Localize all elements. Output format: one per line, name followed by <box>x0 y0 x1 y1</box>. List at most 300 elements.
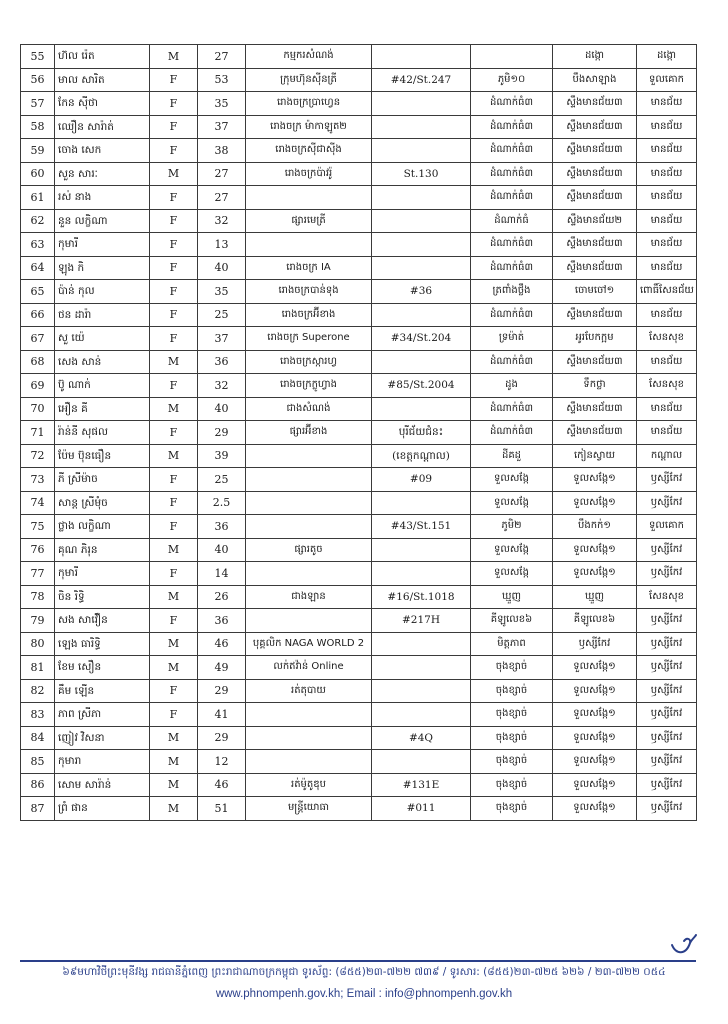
age-cell: 13 <box>198 233 246 257</box>
khan-cell: មានជ័យ <box>637 397 697 421</box>
address-cell <box>372 656 471 680</box>
age-cell: 35 <box>198 92 246 116</box>
age-cell: 37 <box>198 327 246 351</box>
table-row <box>21 92 697 116</box>
village-cell: គីឡូលេខ៦ <box>471 609 553 633</box>
sex-cell: F <box>150 491 198 515</box>
village-cell: ឃ្មួញ <box>471 585 553 609</box>
row-number: 71 <box>21 421 55 445</box>
row-number: 81 <box>21 656 55 680</box>
row-number: 85 <box>21 750 55 774</box>
name-cell: ភាព ស្រីភា <box>55 703 150 727</box>
sex-cell: M <box>150 797 198 821</box>
village-cell: ដំណាក់ធំ៣ <box>471 186 553 210</box>
row-number: 59 <box>21 139 55 163</box>
name-cell: សង សាវ៉ឿន <box>55 609 150 633</box>
sex-cell: M <box>150 726 198 750</box>
village-cell: ដំណាក់ធំ៣ <box>471 115 553 139</box>
table-row <box>21 609 697 633</box>
age-cell: 46 <box>198 773 246 797</box>
row-number: 56 <box>21 68 55 92</box>
name-cell: ចោង សេក <box>55 139 150 163</box>
row-number: 78 <box>21 585 55 609</box>
table-row <box>21 115 697 139</box>
table-row <box>21 139 697 163</box>
table-row <box>21 750 697 774</box>
sex-cell: F <box>150 609 198 633</box>
address-cell <box>372 350 471 374</box>
row-number: 57 <box>21 92 55 116</box>
khan-cell: ឫស្សីកែវ <box>637 609 697 633</box>
sangkat-cell: ទួលសង្កែ១ <box>553 656 637 680</box>
sangkat-cell: ស្ទឹងមានជ័យ៣ <box>553 92 637 116</box>
sangkat-cell: ទួលសង្កែ១ <box>553 703 637 727</box>
age-cell: 36 <box>198 515 246 539</box>
row-number: 68 <box>21 350 55 374</box>
khan-cell: ឫស្សីកែវ <box>637 726 697 750</box>
name-cell: សាន្ត ស្រីមុំច <box>55 491 150 515</box>
name-cell: នួន លក្ខិណា <box>55 209 150 233</box>
sex-cell: M <box>150 397 198 421</box>
sex-cell: M <box>150 773 198 797</box>
row-number: 70 <box>21 397 55 421</box>
occupation-cell: រោងចក្រអ៊ីខាង <box>246 303 372 327</box>
sex-cell: F <box>150 562 198 586</box>
occupation-cell: ក្រុមហ៊ុនស៊ីនត្រី <box>246 68 372 92</box>
occupation-cell <box>246 703 372 727</box>
name-cell: កុមារី <box>55 233 150 257</box>
khan-cell: សែនសុខ <box>637 585 697 609</box>
occupation-cell: រត់ម៉ូតូឌុប <box>246 773 372 797</box>
table-row <box>21 679 697 703</box>
row-number: 73 <box>21 468 55 492</box>
khan-cell: កណ្តាល <box>637 444 697 468</box>
address-cell: #43/St.151 <box>372 515 471 539</box>
village-cell: ទួលសង្កែ <box>471 538 553 562</box>
sangkat-cell: ស្ទឹងមានជ័យ៣ <box>553 115 637 139</box>
khan-cell: ឫស្សីកែវ <box>637 703 697 727</box>
row-number: 75 <box>21 515 55 539</box>
address-cell: (ខេត្តកណ្តាល) <box>372 444 471 468</box>
khan-cell: សែនសុខ <box>637 327 697 351</box>
village-cell: ចុងខ្សាច់ <box>471 656 553 680</box>
occupation-cell: រោងចក្រ Superone <box>246 327 372 351</box>
sex-cell: F <box>150 679 198 703</box>
row-number: 79 <box>21 609 55 633</box>
name-cell: ថន ដារ៉ា <box>55 303 150 327</box>
village-cell: ភូមិ១០ <box>471 68 553 92</box>
sangkat-cell: ស្ទឹងមានជ័យ៣ <box>553 256 637 280</box>
village-cell: ដំណាក់ធំ៣ <box>471 421 553 445</box>
address-cell <box>372 750 471 774</box>
address-cell: #131E <box>372 773 471 797</box>
age-cell: 26 <box>198 585 246 609</box>
sex-cell: M <box>150 444 198 468</box>
khan-cell: ឫស្សីកែវ <box>637 468 697 492</box>
age-cell: 32 <box>198 209 246 233</box>
address-cell: #09 <box>372 468 471 492</box>
sangkat-cell: ឫស្សីកែវ <box>553 632 637 656</box>
address-cell: #34/St.204 <box>372 327 471 351</box>
row-number: 61 <box>21 186 55 210</box>
sangkat-cell: ស្ទឹងមានជ័យ៣ <box>553 233 637 257</box>
occupation-cell: ផ្សារមេត្រី <box>246 209 372 233</box>
khan-cell: មានជ័យ <box>637 186 697 210</box>
address-cell: #36 <box>372 280 471 304</box>
row-number: 60 <box>21 162 55 186</box>
occupation-cell <box>246 233 372 257</box>
occupation-cell: ជាងឡាន <box>246 585 372 609</box>
khan-cell: មានជ័យ <box>637 233 697 257</box>
address-cell <box>372 45 471 69</box>
name-cell: ប៊ូ ណាក់ <box>55 374 150 398</box>
address-cell: #85/St.2004 <box>372 374 471 398</box>
name-cell: សេង សាន់ <box>55 350 150 374</box>
address-cell: #16/St.1018 <box>372 585 471 609</box>
village-cell: ភូមិ២ <box>471 515 553 539</box>
khan-cell: មានជ័យ <box>637 256 697 280</box>
occupation-cell: រោងចក្របាន់ទុង <box>246 280 372 304</box>
name-cell: ថ្លាង លក្ខិណា <box>55 515 150 539</box>
row-number: 76 <box>21 538 55 562</box>
row-number: 63 <box>21 233 55 257</box>
sex-cell: M <box>150 162 198 186</box>
village-cell: ដំណាក់ធំ៣ <box>471 256 553 280</box>
age-cell: 29 <box>198 679 246 703</box>
address-cell: #42/St.247 <box>372 68 471 92</box>
sangkat-cell: ស្ទឹងមានជ័យ៣ <box>553 397 637 421</box>
sangkat-cell: ចោមចៅ១ <box>553 280 637 304</box>
occupation-cell: ផ្សារអ៊ីខាង <box>246 421 372 445</box>
footer-address: ៦៩មហាវិថីព្រះមុនីវង្ស រាជធានីភ្នំពេញ ព្រះរាជាណាចក្រកម្ពុជា ទូរស័ព្ទ: (៨៥៥)២៣-៧២២ ៧៣៩ / ទូរសារ: (៨៥៥)២៣-៧២៥ ៦២៦ / ២៣-៧២២ ០៥៤ <box>62 966 666 978</box>
footer-divider <box>20 960 696 962</box>
age-cell: 40 <box>198 538 246 562</box>
sangkat-cell: ស្ទឹងមានជ័យ៣ <box>553 421 637 445</box>
village-cell: ដំណាក់ធំ៣ <box>471 92 553 116</box>
address-cell: បុរីជ័យជំនះ <box>372 421 471 445</box>
table-row <box>21 726 697 750</box>
row-number: 77 <box>21 562 55 586</box>
name-cell: ហ៊ល រ៉េត <box>55 45 150 69</box>
table-row <box>21 303 697 327</box>
sex-cell: F <box>150 139 198 163</box>
occupation-cell <box>246 750 372 774</box>
sex-cell: F <box>150 468 198 492</box>
address-cell: #4Q <box>372 726 471 750</box>
table-row <box>21 186 697 210</box>
age-cell: 32 <box>198 374 246 398</box>
khan-cell: ពោធិ៍សែនជ័យ <box>637 280 697 304</box>
name-cell: គឹម ឡើន <box>55 679 150 703</box>
age-cell: 41 <box>198 703 246 727</box>
sex-cell: M <box>150 585 198 609</box>
khan-cell: មានជ័យ <box>637 139 697 163</box>
occupation-cell: រោងចក្រស៊ីជាស៊ីង <box>246 139 372 163</box>
sex-cell: F <box>150 68 198 92</box>
address-cell <box>372 186 471 210</box>
sangkat-cell: បឹងសាឡាង <box>553 68 637 92</box>
sex-cell: F <box>150 280 198 304</box>
age-cell: 12 <box>198 750 246 774</box>
khan-cell: ឫស្សីកែវ <box>637 750 697 774</box>
address-cell <box>372 562 471 586</box>
sangkat-cell: អូរបែកក្អម <box>553 327 637 351</box>
name-cell: សួន សារៈ <box>55 162 150 186</box>
khan-cell: ឫស្សីកែវ <box>637 538 697 562</box>
village-cell: ដំណាក់ធំ៣ <box>471 350 553 374</box>
name-cell: ញៀវ វិសនា <box>55 726 150 750</box>
address-cell <box>372 115 471 139</box>
address-cell: St.130 <box>372 162 471 186</box>
address-cell: #011 <box>372 797 471 821</box>
village-cell: ចុងខ្សាច់ <box>471 750 553 774</box>
row-number: 87 <box>21 797 55 821</box>
occupation-cell: កម្មករសំណង់ <box>246 45 372 69</box>
village-cell: ទួលសង្កែ <box>471 562 553 586</box>
name-cell: សោម សារ៉ាន់ <box>55 773 150 797</box>
sangkat-cell: ទួលសង្កែ១ <box>553 750 637 774</box>
khan-cell: ទួលគោក <box>637 515 697 539</box>
name-cell: កែន ស៊ីថា <box>55 92 150 116</box>
age-cell: 36 <box>198 609 246 633</box>
row-number: 84 <box>21 726 55 750</box>
village-cell: ចុងខ្សាច់ <box>471 679 553 703</box>
address-cell <box>372 703 471 727</box>
village-cell: ដំណាក់ធំ <box>471 209 553 233</box>
age-cell: 38 <box>198 139 246 163</box>
sangkat-cell: ស្ទឹងមានជ័យ៣ <box>553 139 637 163</box>
name-cell: កុមារា <box>55 750 150 774</box>
occupation-cell: ជាងសំណង់ <box>246 397 372 421</box>
sangkat-cell: ស្ទឹងមានជ័យ៣ <box>553 303 637 327</box>
row-number: 72 <box>21 444 55 468</box>
age-cell: 25 <box>198 468 246 492</box>
sangkat-cell: ទួលសង្កែ១ <box>553 773 637 797</box>
name-cell: រ៉ាន់នី សុផល <box>55 421 150 445</box>
address-cell <box>372 538 471 562</box>
address-cell <box>372 491 471 515</box>
table-row <box>21 562 697 586</box>
sangkat-cell: ទួលសង្កែ១ <box>553 538 637 562</box>
table-row <box>21 162 697 186</box>
sex-cell: M <box>150 750 198 774</box>
footer-contact: www.phnompenh.gov.kh; Email : info@phnompenh.gov.kh <box>215 988 513 1000</box>
occupation-cell: បុគ្គលិក NAGA WORLD 2 <box>246 632 372 656</box>
address-cell <box>372 397 471 421</box>
name-cell: ភី ស្រីម៉ាច <box>55 468 150 492</box>
sex-cell: F <box>150 115 198 139</box>
name-cell: សួ យ៉េ <box>55 327 150 351</box>
khan-cell: ឫស្សីកែវ <box>637 632 697 656</box>
sex-cell: F <box>150 303 198 327</box>
khan-cell: ឫស្សីកែវ <box>637 562 697 586</box>
table-row <box>21 45 697 69</box>
age-cell: 25 <box>198 303 246 327</box>
khan-cell: មានជ័យ <box>637 303 697 327</box>
occupation-cell <box>246 468 372 492</box>
table-row <box>21 444 697 468</box>
khan-cell: ឫស្សីកែវ <box>637 679 697 703</box>
address-cell <box>372 632 471 656</box>
age-cell: 27 <box>198 162 246 186</box>
row-number: 66 <box>21 303 55 327</box>
occupation-cell <box>246 609 372 633</box>
age-cell: 29 <box>198 421 246 445</box>
village-cell: ចុងខ្សាច់ <box>471 797 553 821</box>
table-row <box>21 538 697 562</box>
village-cell: ដំណាក់ធំ៣ <box>471 303 553 327</box>
row-number: 55 <box>21 45 55 69</box>
age-cell: 40 <box>198 397 246 421</box>
row-number: 65 <box>21 280 55 304</box>
sangkat-cell: ទួលសង្កែ១ <box>553 562 637 586</box>
age-cell: 27 <box>198 186 246 210</box>
table-row <box>21 468 697 492</box>
occupation-cell: មន្ត្រីយោធា <box>246 797 372 821</box>
address-cell <box>372 256 471 280</box>
occupation-cell: លក់ឥវ៉ាន់ Online <box>246 656 372 680</box>
table-row <box>21 327 697 351</box>
age-cell: 51 <box>198 797 246 821</box>
row-number: 58 <box>21 115 55 139</box>
handwritten-mark-icon <box>668 931 698 957</box>
village-cell: ដំណាក់ធំ៣ <box>471 139 553 163</box>
village-cell: ដំណាក់ធំ៣ <box>471 162 553 186</box>
khan-cell: មានជ័យ <box>637 92 697 116</box>
village-cell: មិត្តភាព <box>471 632 553 656</box>
sangkat-cell: ស្ទឹងមានជ័យ២ <box>553 209 637 233</box>
occupation-cell <box>246 515 372 539</box>
sangkat-cell: ទួលសង្កែ១ <box>553 468 637 492</box>
village-cell: ទួលសង្កែ <box>471 491 553 515</box>
occupation-cell: រោងចក្រប៉ាវរ៉ូ <box>246 162 372 186</box>
name-cell: រស់ នាង <box>55 186 150 210</box>
sex-cell: F <box>150 209 198 233</box>
khan-cell: ដង្កោ <box>637 45 697 69</box>
age-cell: 27 <box>198 45 246 69</box>
village-cell: ទ្រម៉ាត់ <box>471 327 553 351</box>
sangkat-cell: ទឹកថ្លា <box>553 374 637 398</box>
occupation-cell <box>246 726 372 750</box>
sex-cell: F <box>150 421 198 445</box>
sex-cell: F <box>150 515 198 539</box>
table-row <box>21 491 697 515</box>
age-cell: 14 <box>198 562 246 586</box>
occupation-cell: រោងចក្រប្រាហ្វេន <box>246 92 372 116</box>
sex-cell: F <box>150 703 198 727</box>
table-row <box>21 703 697 727</box>
occupation-cell: រត់តុបាយ <box>246 679 372 703</box>
row-number: 80 <box>21 632 55 656</box>
name-cell: ចិន រិទ្ធិ <box>55 585 150 609</box>
table-row <box>21 68 697 92</box>
name-cell: ប៉ែម ប៊ុនធឿន <box>55 444 150 468</box>
name-cell: ឡុង កិ <box>55 256 150 280</box>
name-cell: អឿន គី <box>55 397 150 421</box>
row-number: 83 <box>21 703 55 727</box>
table-row <box>21 632 697 656</box>
table-row <box>21 233 697 257</box>
occupation-cell: រោងចក្រ ម៉ាកាឡូត២ <box>246 115 372 139</box>
occupation-cell: ផ្សារតូច <box>246 538 372 562</box>
sangkat-cell: ទួលសង្កែ១ <box>553 491 637 515</box>
name-cell: ឈឿន សារ៉ាត់ <box>55 115 150 139</box>
name-cell: ប៉ាន់ កុល <box>55 280 150 304</box>
khan-cell: ឫស្សីកែវ <box>637 773 697 797</box>
sex-cell: M <box>150 632 198 656</box>
khan-cell: ឫស្សីកែវ <box>637 656 697 680</box>
occupation-cell <box>246 491 372 515</box>
sangkat-cell: កៀនស្វាយ <box>553 444 637 468</box>
sangkat-cell: ស្ទឹងមានជ័យ៣ <box>553 162 637 186</box>
age-cell: 49 <box>198 656 246 680</box>
sex-cell: M <box>150 350 198 374</box>
sangkat-cell: បឹងកក់១ <box>553 515 637 539</box>
village-cell: ទួលសង្កែ <box>471 468 553 492</box>
row-number: 64 <box>21 256 55 280</box>
village-cell: ត្រពាំងថ្លឹង <box>471 280 553 304</box>
address-cell <box>372 233 471 257</box>
sex-cell: F <box>150 92 198 116</box>
khan-cell: មានជ័យ <box>637 350 697 374</box>
village-cell: ដូង <box>471 374 553 398</box>
row-number: 74 <box>21 491 55 515</box>
age-cell: 37 <box>198 115 246 139</box>
sex-cell: F <box>150 233 198 257</box>
address-cell <box>372 92 471 116</box>
patient-table <box>20 44 697 821</box>
khan-cell: ឫស្សីកែវ <box>637 797 697 821</box>
table-row <box>21 397 697 421</box>
table-row <box>21 515 697 539</box>
sex-cell: F <box>150 374 198 398</box>
table-row <box>21 256 697 280</box>
table-row <box>21 374 697 398</box>
age-cell: 29 <box>198 726 246 750</box>
occupation-cell: រោងចក្រ IA <box>246 256 372 280</box>
name-cell: គុណ ភិរុន <box>55 538 150 562</box>
village-cell: ចុងខ្សាច់ <box>471 726 553 750</box>
village-cell: ដីគដួ <box>471 444 553 468</box>
row-number: 67 <box>21 327 55 351</box>
sangkat-cell: ស្ទឹងមានជ័យ៣ <box>553 186 637 210</box>
khan-cell: មានជ័យ <box>637 209 697 233</box>
sex-cell: M <box>150 538 198 562</box>
address-cell: #217H <box>372 609 471 633</box>
village-cell: ដំណាក់ធំ៣ <box>471 233 553 257</box>
village-cell <box>471 45 553 69</box>
sex-cell: F <box>150 256 198 280</box>
occupation-cell: រោងចក្រក្លូហ្វាង <box>246 374 372 398</box>
table-row <box>21 656 697 680</box>
occupation-cell <box>246 444 372 468</box>
khan-cell: ឫស្សីកែវ <box>637 491 697 515</box>
khan-cell: មានជ័យ <box>637 162 697 186</box>
age-cell: 40 <box>198 256 246 280</box>
sangkat-cell: ស្ទឹងមានជ័យ៣ <box>553 350 637 374</box>
table-row <box>21 797 697 821</box>
table-row <box>21 421 697 445</box>
sangkat-cell: គីឡូលេខ៦ <box>553 609 637 633</box>
sex-cell: F <box>150 186 198 210</box>
age-cell: 53 <box>198 68 246 92</box>
village-cell: ចុងខ្សាច់ <box>471 703 553 727</box>
table-row <box>21 350 697 374</box>
sangkat-cell: ទួលសង្កែ១ <box>553 797 637 821</box>
row-number: 82 <box>21 679 55 703</box>
occupation-cell <box>246 186 372 210</box>
row-number: 69 <box>21 374 55 398</box>
